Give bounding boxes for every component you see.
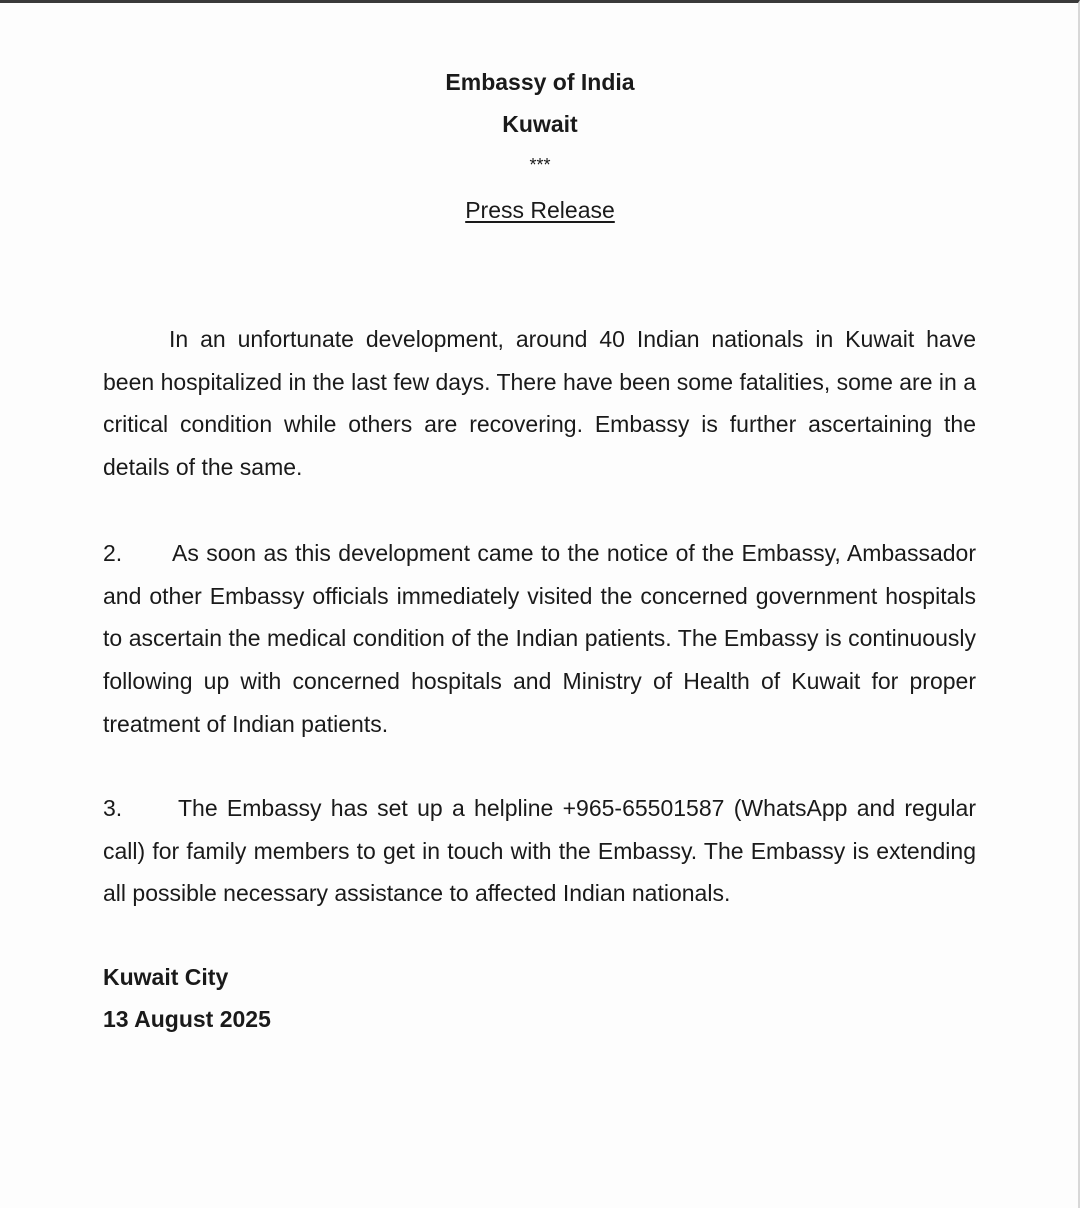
paragraph-1: In an unfortunate development, around 40 Indian nationals in Kuwait have been hospitalized in the last few days. There have been some fatalities, some are in a critical condition while others are recovering. Embassy is further ascertaining the details of the same.	[103, 326, 976, 481]
heading-separator: ***	[529, 155, 551, 175]
signoff-date: 13 August 2025	[103, 1006, 271, 1032]
paragraph-2-text: As soon as this development came to the notice of the Embassy, Ambassador and other Embassy officials immediately visited the concerned government hospitals to ascertain the medical condition of the Indian patients. The Embassy is continuously following up with concerned hospitals and Ministry of Health of Kuwait for proper treatment of Indian patients.	[103, 540, 976, 737]
location-heading: Kuwait	[502, 111, 578, 137]
paragraph-3-number: 3.	[103, 795, 123, 821]
organization-heading: Embassy of India	[445, 69, 635, 95]
paragraph-2	[103, 532, 976, 746]
paragraph-2-number: 2.	[103, 540, 123, 566]
paragraph-3	[103, 787, 976, 915]
document-type-title: Press Release	[465, 197, 615, 223]
signoff-place: Kuwait City	[103, 964, 229, 990]
paragraph-3-text: The Embassy has set up a helpline +965-65501587 (WhatsApp and regular call) for family members to get in touch with the Embassy. The Embassy is extending all possible necessary assistance to affected Indian nationals.	[103, 795, 976, 907]
